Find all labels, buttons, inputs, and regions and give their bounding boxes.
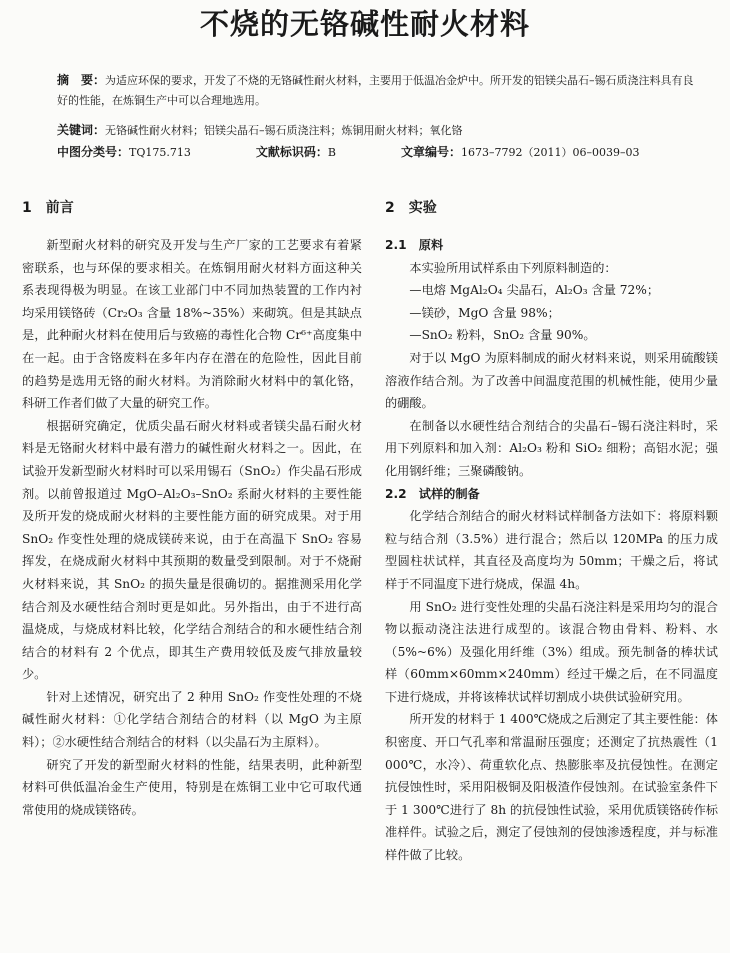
section-1-heading: 1 前言 xyxy=(22,200,74,216)
right-column xyxy=(385,196,718,867)
keywords-label: 关键词： xyxy=(57,123,106,137)
article-number-value: 1673–7792（2011）06–0039–03 xyxy=(460,146,640,159)
clc-label: 中图分类号： xyxy=(57,145,130,159)
subsection-2-1-heading: 2.1 原料 xyxy=(385,238,444,252)
section-1-paragraph: 针对上述情况，研究出了 2 种用 SnO₂ 作变性处理的不烧碱性耐火材料：①化学结合剂结合的材料（以 MgO 为主原料）；②水硬性结合剂结合的材料（以尖晶石为主原料）。 xyxy=(22,689,362,750)
doc-code-label: 文献标识码： xyxy=(255,145,328,159)
preparation-paragraph: 化学结合剂结合的耐火材料试样制备方法如下：将原料颗粒与结合剂（3.5%）进行混合；然后以 120MPa 的压力成型圆柱状试样，其直径及高度均为 50mm；干燥之后，将试样于不同温度下进行烧成，保温 4h。 xyxy=(385,509,718,591)
doc-code-value: B xyxy=(327,146,336,159)
abstract-text: 为适应环保的要求，开发了不烧的无铬碱性耐火材料，主要用于低温冶金炉中。所开发的铝镁尖晶石–锡石质浇注料具有良好的性能，在炼铜生产中可以合理地选用。 xyxy=(57,74,694,107)
section-1-paragraph: 新型耐火材料的研究及开发与生产厂家的工艺要求有着紧密联系，也与环保的要求相关。在炼铜用耐火材料方面这种关系表现得极为明显。在该工业部门中不同加热装置的工作内衬均采用镁铬砖（Cr₂O₃ 含量 18%~35%）来砌筑。但是其缺点是，此种耐火材料在使用后与致癌的毒性化合物 Cr⁶⁺高度集中在一起。由于含铬废料在多年内存在潜在的危险性，因此目前的趋势是选用无铬的耐火材料。为消除耐火材料中的氧化铬，科研工作者们做了大量的研究工作。 xyxy=(22,238,362,411)
keywords-text: 无铬碱性耐火材料；铝镁尖晶石–锡石质浇注料；炼铜用耐火材料；氧化铬 xyxy=(105,124,463,137)
materials-paragraph: 在制备以水硬性结合剂结合的尖晶石–锡石浇注料时，采用下列原料和加入剂：Al₂O₃ 粉和 SiO₂ 细粉；高铝水泥；强化用钢纤维；三聚磷酸钠。 xyxy=(385,418,718,478)
article-number-label: 文章编号： xyxy=(400,145,461,159)
left-column xyxy=(22,196,362,821)
material-item: —镁砂，MgO 含量 98%； xyxy=(409,305,560,320)
section-1-paragraph: 研究了开发的新型耐火材料的性能，结果表明，此种新型材料可供低温冶金生产使用，特别是在炼铜工业中它可取代通常使用的烧成镁铬砖。 xyxy=(22,757,362,817)
preparation-paragraph: 所开发的材料于 1 400℃烧成之后测定了其主要性能：体积密度、开口气孔率和常温耐压强度；还测定了抗热震性（1 000℃，水冷）、荷重软化点、热膨胀率及抗侵蚀性。在测定抗侵蚀性时，采用阳极铜及阳极渣作侵蚀剂。在试验室条件下于 1 300℃进行了 8h 的抗侵蚀性试验，采用优质镁铬砖作标准样件。试验之后，测定了侵蚀剂的侵蚀渗透程度，并与标准样件做了比较。 xyxy=(385,712,718,863)
keywords xyxy=(57,120,697,141)
section-1-paragraph: 根据研究确定，优质尖晶石耐火材料或者镁尖晶石耐火材料是无铬耐火材料中最有潜力的碱性耐火材料之一。因此，在试验开发新型耐火材料时可以采用锡石（SnO₂）作尖晶石形成剂。以前曾报道过 MgO–Al₂O₃–SnO₂ 系耐火材料的主要性能及所开发的烧成耐火材料的主要性能方面的研究成果。对于用 SnO₂ 作变性处理的烧成镁砖来说，由于在高温下 SnO₂ 容易挥发，在烧成耐火材料中其预期的数量受到限制。对于不烧耐火材料来说，其 SnO₂ 的损失量是很确切的。据推测采用化学结合剂及水硬性结合剂时更是如此。另外指出，由于不进行高温烧成，与烧成材料比较，化学结合剂结合的和水硬性结合剂结合的材料有 2 个优点，即其生产费用较低及废气排放量较少。 xyxy=(22,418,362,682)
materials-intro: 本实验所用试样系由下列原料制造的： xyxy=(409,260,617,275)
preparation-paragraph: 用 SnO₂ 进行变性处理的尖晶石浇注料是采用均匀的混合物以振动浇注法进行成型的。该混合物由骨料、粉料、水（5%~6%）及强化用纤维（3%）组成。预先制备的棒状试样（60mm×60mm×240mm）经过干燥之后，在不同温度下进行烧成，并将该棒状试样切割成小块供试验研究用。 xyxy=(385,599,718,704)
classification-line xyxy=(57,142,697,163)
section-2-heading: 2 实验 xyxy=(385,200,437,216)
subsection-2-2-heading: 2.2 试样的制备 xyxy=(385,486,480,501)
clc-value: TQ175.713 xyxy=(129,146,191,159)
material-item: —SnO₂ 粉料，SnO₂ 含量 90%。 xyxy=(409,328,596,343)
abstract xyxy=(57,70,697,111)
page-title: 不烧的无铬碱性耐火材料 xyxy=(199,7,530,41)
materials-paragraph: 对于以 MgO 为原料制成的耐火材料来说，则采用硫酸镁溶液作结合剂。为了改善中间温度范围的机械性能，使用少量的硼酸。 xyxy=(385,350,718,411)
abstract-label: 摘 要： xyxy=(57,73,106,87)
material-item: —电熔 MgAl₂O₄ 尖晶石，Al₂O₃ 含量 72%； xyxy=(409,283,660,298)
